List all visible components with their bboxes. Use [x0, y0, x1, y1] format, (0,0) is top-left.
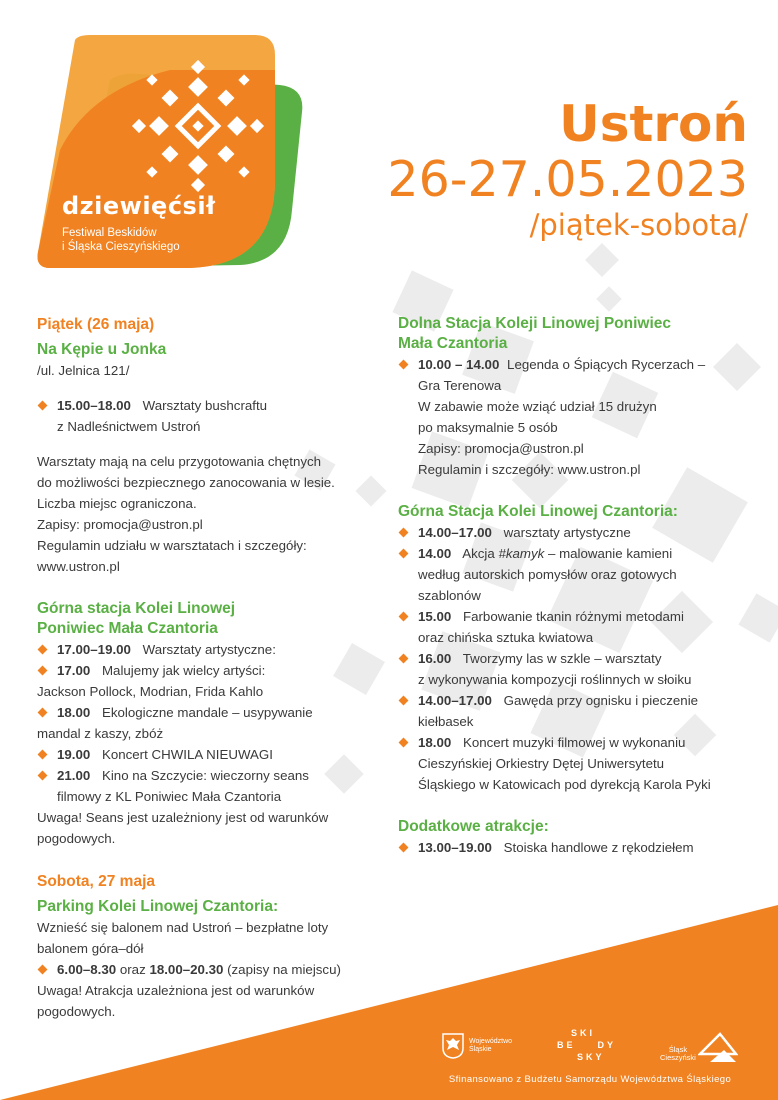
dolna-signup: Zapisy: promocja@ustron.pl	[418, 441, 584, 456]
gorna-mala-event-1	[37, 639, 382, 660]
event-time: 18.00	[57, 705, 91, 720]
parking-desc: Wznieść się balonem nad Ustroń – bezpłatne loty	[37, 920, 329, 935]
event-text: oraz chińska sztuka kwiatowa	[418, 630, 594, 645]
event-text: Warsztaty bushcraftu	[142, 398, 268, 413]
event-text: oraz	[119, 962, 146, 977]
event-time: 15.00–18.00	[57, 398, 131, 413]
event-text: Stoiska handlowe z rękodziełem	[503, 840, 694, 855]
event-text: W zabawie może wziąć udział 15 drużyn	[418, 399, 657, 414]
slask-cieszynski-logo	[660, 1030, 740, 1066]
gorna-mala-title	[37, 599, 382, 639]
skibedy-bedy: BE DY	[557, 1040, 617, 1050]
friday-heading: Piątek (26 maja)	[37, 316, 155, 333]
dolna-title	[398, 314, 750, 354]
kepa-rules: Regulamin udziału w warsztatach i szczegóły:	[37, 538, 307, 553]
gorna-mala-title-line2: Poniwiec Mała Czantoria	[37, 620, 218, 637]
kepa-address: /ul. Jelnica 121/	[37, 363, 130, 378]
event-text: Akcja	[462, 546, 495, 561]
event-time: 17.00	[57, 663, 91, 678]
slask-name: Cieszyński	[660, 1053, 696, 1062]
event-time: 14.00–17.00	[418, 525, 492, 540]
event-text: po maksymalnie 5 osób	[418, 420, 558, 435]
voivodeship-logo	[442, 1033, 512, 1059]
gorna-mala-event-2	[37, 660, 382, 702]
event-text: Kino na Szczycie: wieczorny seans	[101, 768, 309, 783]
festival-logo	[30, 30, 310, 280]
logo-subtitle-line2: i Śląska Cieszyńskiego	[62, 241, 180, 253]
event-time: 14.00–17.00	[418, 693, 492, 708]
gorna-czantoria-title: Górna Stacja Kolei Linowej Czantoria:	[398, 503, 678, 520]
event-text: według autorskich pomysłów oraz gotowych	[418, 567, 677, 582]
eagle-crest-icon	[442, 1033, 464, 1059]
logo-name: dziewięćsił	[62, 192, 216, 220]
gorna-mala-note: Uwaga! Seans jest uzależniony jest od warunków	[37, 810, 329, 825]
dolna-title-line1: Dolna Stacja Koleji Linowej Poniwiec	[398, 315, 672, 332]
event-time: 16.00	[418, 651, 452, 666]
slask-name: Śląsk	[668, 1045, 688, 1054]
parking-desc: balonem góra–dół	[37, 941, 144, 956]
event-text: Malujemy jak wielcy artyści:	[101, 663, 266, 678]
kepa-title: Na Kępie u Jonka	[37, 341, 167, 358]
dodatkowe-title: Dodatkowe atrakcje:	[398, 818, 549, 835]
gorna-czantoria-event-5	[398, 690, 750, 732]
event-text: Warsztaty artystyczne:	[142, 642, 276, 657]
kepa-desc: Warsztaty mają na celu przygotowania chętnych	[37, 454, 322, 469]
event-time: 21.00	[57, 768, 91, 783]
saturday-heading: Sobota, 27 maja	[37, 873, 156, 890]
parking-title: Parking Kolei Linowej Czantoria:	[37, 898, 279, 915]
event-text: Farbowanie tkanin różnymi metodami	[462, 609, 684, 624]
event-hashtag: #kamyk	[498, 546, 545, 561]
event-text: z wykonywania kompozycji roślinnych w słoiku	[418, 672, 692, 687]
event-text: Cieszyńskiej Orkiestry Dętej Uniwersytetu	[418, 756, 665, 771]
kepa-website-link[interactable]: www.ustron.pl	[37, 559, 120, 574]
voivodeship-name: Województwo	[469, 1038, 513, 1045]
gorna-mala-event-5	[37, 765, 382, 807]
event-time: 19.00	[57, 747, 91, 762]
city-title: Ustroń	[559, 95, 748, 153]
event-text: Gra Terenowa	[418, 378, 502, 393]
left-column	[37, 314, 382, 1022]
event-text: Tworzymy las w szkle – warsztaty	[462, 651, 662, 666]
right-column	[398, 314, 750, 858]
dodatkowe-event	[398, 837, 750, 858]
gorna-mala-note: pogodowych.	[37, 831, 116, 846]
event-text: Śląskiego w Katowicach pod dyrekcją Karola Pyki	[418, 777, 711, 792]
kepa-desc: do możliwości bezpiecznego zanocowania w lesie.	[37, 475, 335, 490]
event-text: Koncert muzyki filmowej w wykonaniu	[462, 735, 686, 750]
event-text: Jackson Pollock, Modrian, Frida Kahlo	[37, 684, 264, 699]
event-text: mandal z kaszy, zbóż	[37, 726, 164, 741]
dolna-rules: Regulamin i szczegóły: www.ustron.pl	[418, 462, 641, 477]
event-time: 15.00	[418, 609, 452, 624]
event-text: filmowy z KL Poniwiec Mała Czantoria	[57, 789, 282, 804]
parking-note: pogodowych.	[37, 1004, 116, 1019]
parking-event	[37, 959, 382, 980]
event-time: 6.00–8.30	[57, 962, 117, 977]
dolna-title-line2: Mała Czantoria	[398, 335, 508, 352]
event-text: z Nadleśnictwem Ustroń	[57, 419, 201, 434]
event-text: Gawęda przy ognisku i pieczenie	[503, 693, 699, 708]
voivodeship-name: Śląskie	[469, 1046, 492, 1053]
event-time: 18.00–20.30	[149, 962, 224, 977]
dolna-event	[398, 354, 750, 480]
skibedy-ski: SKI	[571, 1028, 596, 1038]
event-text: – malowanie kamieni	[547, 546, 673, 561]
parking-note: Uwaga! Atrakcja uzależniona jest od warunków	[37, 983, 315, 998]
event-time: 18.00	[418, 735, 452, 750]
kepa-desc: Liczba miejsc ograniczona.	[37, 496, 197, 511]
gorna-czantoria-event-2	[398, 543, 750, 606]
event-text: warsztaty artystyczne	[503, 525, 631, 540]
funding-note: Sfinansowano z Budżetu Samorządu Województwa Śląskiego	[448, 1074, 732, 1085]
event-time: 10.00 – 14.00	[418, 357, 500, 372]
gorna-mala-event-4	[37, 744, 382, 765]
gorna-czantoria-event-1	[398, 522, 750, 543]
skibedy-sky: SKY	[577, 1052, 605, 1062]
kepa-signup: Zapisy: promocja@ustron.pl	[37, 517, 203, 532]
gorna-mala-event-3	[37, 702, 382, 744]
event-dates: 26-27.05.2023	[387, 151, 748, 208]
event-time: 14.00	[418, 546, 452, 561]
event-time: 13.00–19.00	[418, 840, 492, 855]
skibedy-logo	[557, 1027, 616, 1063]
gorna-czantoria-event-6	[398, 732, 750, 795]
event-text: Legenda o Śpiących Rycerzach –	[507, 357, 706, 372]
gorna-mala-title-line1: Górna stacja Kolei Linowej	[37, 600, 236, 617]
event-text: Koncert CHWILA NIEUWAGI	[101, 747, 273, 762]
event-text: szablonów	[418, 588, 481, 603]
gorna-czantoria-event-3	[398, 606, 750, 648]
event-days: /piątek-sobota/	[529, 208, 748, 242]
event-header	[387, 96, 748, 242]
event-text: Ekologiczne mandale – usypywanie	[101, 705, 313, 720]
event-time: 17.00–19.00	[57, 642, 131, 657]
kepa-event	[37, 395, 382, 437]
event-text: kiełbasek	[418, 714, 474, 729]
gorna-czantoria-event-4	[398, 648, 750, 690]
logo-subtitle-line1: Festiwal Beskidów	[62, 227, 157, 239]
event-text: (zapisy na miejscu)	[227, 962, 341, 977]
mountain-icon	[698, 1030, 738, 1064]
